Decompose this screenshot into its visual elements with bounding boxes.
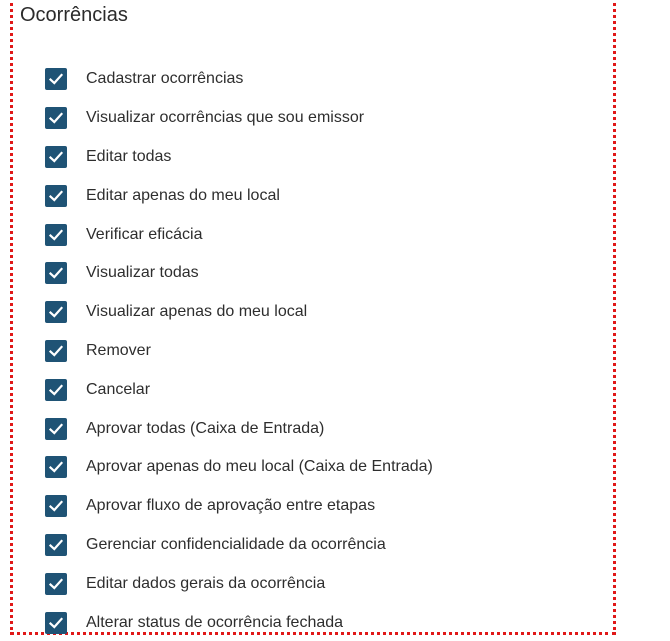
permission-item[interactable] [45, 332, 433, 371]
permission-item[interactable] [45, 448, 433, 487]
permission-item[interactable] [45, 370, 433, 409]
permission-checkbox[interactable] [45, 340, 67, 362]
checkmark-icon [48, 537, 64, 553]
permission-label: Visualizar apenas do meu local [86, 303, 308, 321]
permission-label: Remover [86, 341, 151, 359]
permission-checkbox[interactable] [45, 262, 67, 284]
permission-label: Alterar status de ocorrência fechada [86, 613, 344, 631]
permissions-list [45, 60, 433, 641]
permission-checkbox[interactable] [45, 573, 67, 595]
permission-label: Editar dados gerais da ocorrência [86, 574, 326, 592]
permission-checkbox[interactable] [45, 185, 67, 207]
checkmark-icon [48, 227, 64, 243]
checkmark-icon [48, 382, 64, 398]
checkmark-icon [48, 498, 64, 514]
checkmark-icon [48, 343, 64, 359]
permission-checkbox[interactable] [45, 224, 67, 246]
checkmark-icon [48, 110, 64, 126]
checkmark-icon [48, 71, 64, 87]
permission-item[interactable] [45, 215, 433, 254]
permission-item[interactable] [45, 254, 433, 293]
checkmark-icon [48, 615, 64, 631]
checkmark-icon [48, 188, 64, 204]
permission-item[interactable] [45, 564, 433, 603]
permission-item[interactable] [45, 409, 433, 448]
permission-checkbox[interactable] [45, 107, 67, 129]
permission-label: Cadastrar ocorrências [86, 70, 244, 88]
checkmark-icon [48, 304, 64, 320]
permission-label: Cancelar [86, 380, 151, 398]
permission-item[interactable] [45, 526, 433, 565]
permission-label: Editar apenas do meu local [86, 186, 280, 204]
permission-item[interactable] [45, 603, 433, 641]
checkmark-icon [48, 265, 64, 281]
permission-checkbox[interactable] [45, 612, 67, 634]
permission-checkbox[interactable] [45, 495, 67, 517]
permission-label: Visualizar ocorrências que sou emissor [86, 109, 365, 127]
permission-label: Verificar eficácia [86, 225, 203, 243]
permission-item[interactable] [45, 138, 433, 177]
permission-item[interactable] [45, 60, 433, 99]
permission-checkbox[interactable] [45, 301, 67, 323]
permission-checkbox[interactable] [45, 418, 67, 440]
checkmark-icon [48, 149, 64, 165]
permission-item[interactable] [45, 293, 433, 332]
permission-label: Visualizar todas [86, 264, 199, 282]
checkmark-icon [48, 459, 64, 475]
checkmark-icon [48, 576, 64, 592]
checkmark-icon [48, 421, 64, 437]
section-title: Ocorrências [20, 4, 128, 26]
permission-item[interactable] [45, 487, 433, 526]
permission-label: Gerenciar confidencialidade da ocorrência [86, 535, 386, 553]
permission-checkbox[interactable] [45, 146, 67, 168]
permission-checkbox[interactable] [45, 534, 67, 556]
permission-checkbox[interactable] [45, 379, 67, 401]
permission-label: Aprovar todas (Caixa de Entrada) [86, 419, 325, 437]
permission-checkbox[interactable] [45, 456, 67, 478]
permission-item[interactable] [45, 99, 433, 138]
permission-checkbox[interactable] [45, 68, 67, 90]
permission-label: Aprovar apenas do meu local (Caixa de Entrada) [86, 458, 433, 476]
permission-item[interactable] [45, 176, 433, 215]
permission-label: Aprovar fluxo de aprovação entre etapas [86, 497, 376, 515]
permission-label: Editar todas [86, 147, 172, 165]
